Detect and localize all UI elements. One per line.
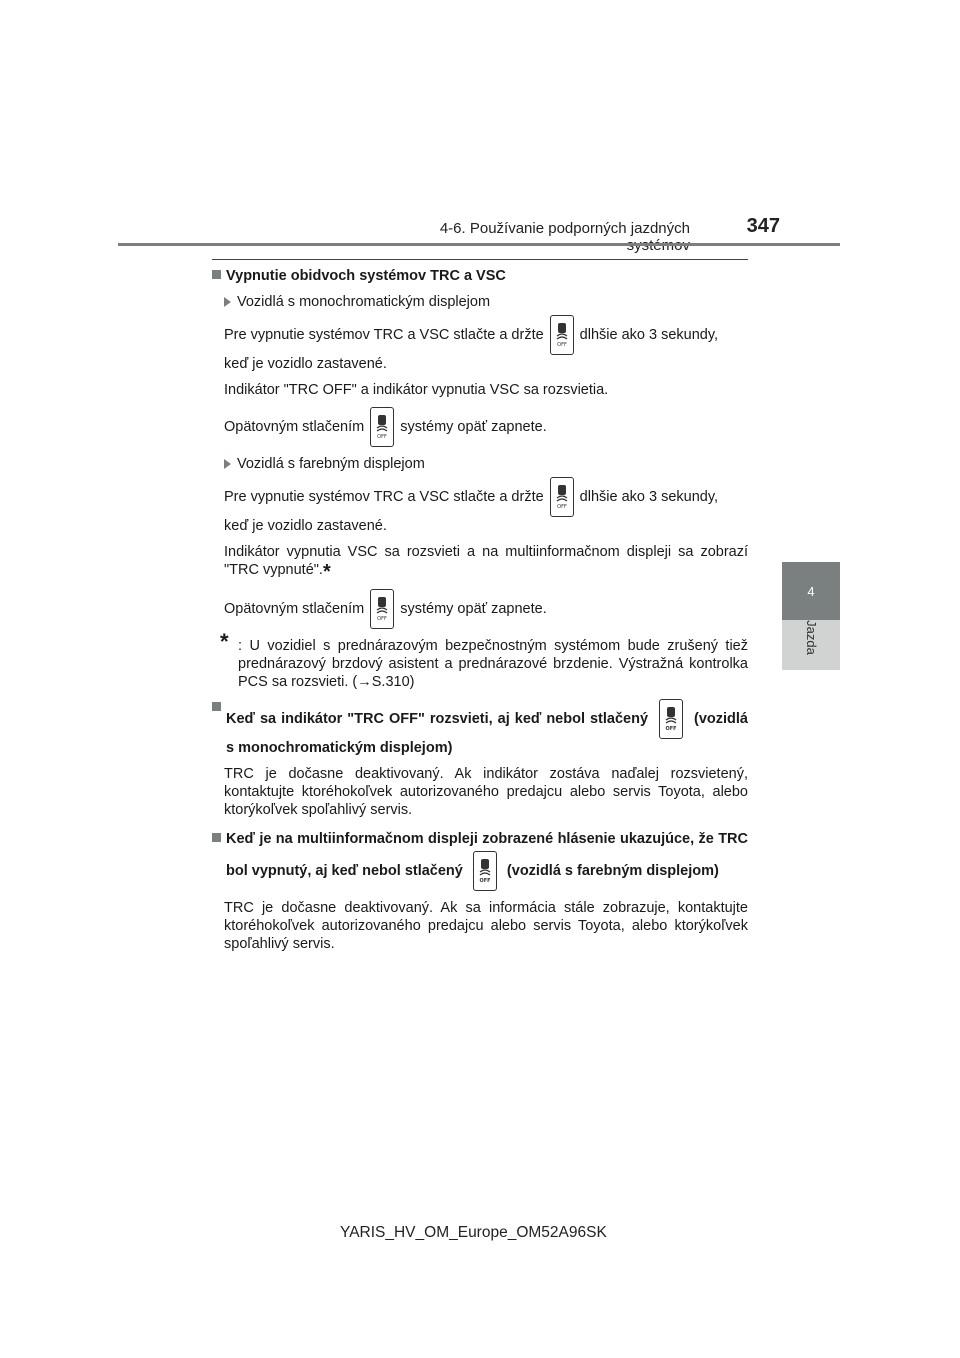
chapter-tab: 4: [782, 562, 840, 620]
vsc-off-button-icon: [370, 589, 394, 629]
triangle-bullet-icon: [224, 459, 231, 469]
chapter-label: [786, 612, 836, 662]
section-heading-text: (vozidlá s monochromatickým displejom): [226, 710, 748, 756]
paragraph: keď je vozidlo zastavené.: [224, 356, 387, 372]
section-heading-text: Keď sa indikátor "TRC OFF" rozsvieti, aj keď nebol stlačený: [226, 710, 649, 727]
subsection-title: [224, 293, 748, 311]
paragraph: TRC je dočasne deaktivovaný. Ak indikátor zostáva naďalej rozsvietený, kontaktujte ktoréhokoľvek autorizovaného predajcu alebo servis Toyota, alebo ktorýkoľvek spoľahlivý servis.: [224, 766, 748, 818]
vsc-off-button-icon: [473, 851, 497, 891]
paragraph-text: Opätovným stlačením: [224, 601, 365, 617]
vsc-off-button-icon: [659, 699, 683, 739]
paragraph-text: Pre vypnutie systémov TRC a VSC stlačte a držte: [224, 489, 544, 505]
subsection-title-text: Vozidlá s farebným displejom: [237, 456, 425, 472]
footnote-star: *: [322, 561, 331, 583]
section-heading: [212, 699, 748, 757]
paragraph: [224, 477, 748, 517]
section-heading: [212, 267, 748, 285]
svg-text:OFF: OFF: [556, 504, 567, 510]
svg-text:OFF: OFF: [556, 342, 567, 348]
paragraph: TRC je dočasne deaktivovaný. Ak sa informácia stále zobrazuje, kontaktujte ktoréhokoľvek autorizovaného predajcu alebo servis Toyota, alebo ktorýkoľvek spoľahlivý servis.: [224, 900, 748, 952]
section-heading-text: Keď je na multiinformačnom displeji zobrazené hlásenie ukazujúce, že TRC bol vypnutý, aj keď nebol stlačený: [226, 831, 748, 879]
paragraph-text: dlhšie ako 3 sekundy,: [579, 327, 719, 343]
paragraph: [224, 315, 748, 355]
paragraph-text: Indikátor vypnutia VSC sa rozsvieti a na multiinformačnom displeji sa zobrazí "TRC vypnuté".: [224, 544, 748, 578]
svg-text:OFF: OFF: [479, 878, 491, 884]
footnote: [212, 629, 748, 691]
content: [212, 267, 748, 961]
header-title: 4-6. Používanie podporných jazdných: [439, 220, 690, 237]
chapter-label-text: Jazda: [803, 619, 819, 655]
svg-text:OFF: OFF: [665, 726, 677, 732]
svg-text:OFF: OFF: [377, 434, 388, 440]
paragraph: [224, 407, 748, 447]
svg-text:OFF: OFF: [377, 616, 388, 622]
paragraph-text: Opätovným stlačením: [224, 419, 365, 435]
vsc-off-button-icon: [370, 407, 394, 447]
subsection-title: [224, 455, 748, 473]
section-heading-text: Vypnutie obidvoch systémov TRC a VSC: [226, 268, 506, 284]
vsc-off-button-icon: [550, 315, 574, 355]
paragraph: [224, 589, 748, 629]
paragraph-text: Pre vypnutie systémov TRC a VSC stlačte a držte: [224, 327, 544, 343]
square-bullet-icon: [212, 270, 221, 279]
content-rule: [212, 259, 748, 260]
paragraph-text: systémy opäť zapnete.: [400, 601, 547, 617]
triangle-bullet-icon: [224, 297, 231, 307]
section-heading: [212, 827, 748, 891]
footer-doc-id: YARIS_HV_OM_Europe_OM52A96SK: [340, 1224, 607, 1241]
square-bullet-icon: [212, 702, 221, 711]
footnote-text: : U vozidiel s prednárazovým bezpečnostným systémom bude zrušený tiež prednárazový brzdový asistent a prednárazové brzdenie. Výstražná kontrolka PCS sa rozsvieti. (→S.310): [238, 638, 748, 690]
header-rule: [118, 243, 840, 246]
footnote-star: *: [220, 629, 229, 654]
paragraph: [224, 543, 748, 581]
page-number: 347: [746, 215, 780, 237]
paragraph-text: dlhšie ako 3 sekundy,: [579, 489, 719, 505]
paragraph-text: systémy opäť zapnete.: [400, 419, 547, 435]
vsc-off-button-icon: [550, 477, 574, 517]
paragraph: Indikátor "TRC OFF" a indikátor vypnutia VSC sa rozsvietia.: [224, 382, 609, 398]
subsection-title-text: Vozidlá s monochromatickým displejom: [237, 294, 491, 310]
paragraph: keď je vozidlo zastavené.: [224, 518, 387, 534]
section-heading-text: (vozidlá s farebným displejom): [506, 862, 719, 879]
square-bullet-icon: [212, 833, 221, 842]
